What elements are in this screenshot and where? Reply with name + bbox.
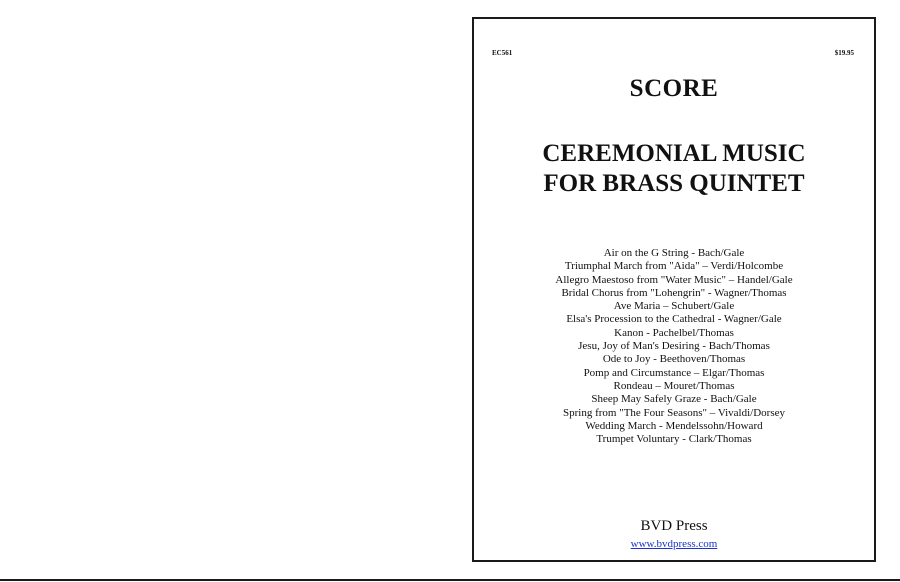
cover-title bbox=[474, 139, 874, 199]
contents-item: Wedding March - Mendelssohn/Howard bbox=[585, 419, 763, 432]
contents-item: Elsa's Procession to the Cathedral - Wagner/Gale bbox=[566, 313, 782, 326]
contents-item: Pomp and Circumstance – Elgar/Thomas bbox=[583, 366, 765, 379]
contents-item: Ode to Joy - Beethoven/Thomas bbox=[602, 353, 746, 366]
score-cover bbox=[472, 17, 876, 562]
contents-item: Bridal Chorus from "Lohengrin" - Wagner/Thomas bbox=[561, 286, 787, 299]
price: $19.95 bbox=[834, 49, 854, 57]
contents-item: Air on the G String - Bach/Gale bbox=[603, 247, 745, 259]
contents-item: Rondeau – Mouret/Thomas bbox=[613, 379, 735, 392]
website-row bbox=[474, 538, 874, 550]
contents-item: Kanon - Pachelbel/Thomas bbox=[614, 326, 734, 339]
contents-item: Allegro Maestoso from "Water Music" – Handel/Gale bbox=[555, 273, 793, 286]
title-line-2: FOR BRASS QUINTET bbox=[543, 170, 805, 197]
publisher-name: BVD Press bbox=[640, 518, 708, 534]
contents-item: Jesu, Joy of Man's Desiring - Bach/Thomas bbox=[578, 340, 770, 353]
title-line-1: CEREMONIAL MUSIC bbox=[542, 140, 806, 167]
score-label: SCORE bbox=[629, 75, 719, 102]
contents-item: Trumpet Voluntary - Clark/Thomas bbox=[596, 433, 752, 446]
contents-item: Sheep May Safely Graze - Bach/Gale bbox=[591, 393, 757, 406]
catalog-code: EC561 bbox=[492, 49, 513, 57]
contents-item: Triumphal March from "Aida" – Verdi/Holcombe bbox=[564, 260, 784, 273]
contents-list bbox=[474, 247, 874, 446]
website-link[interactable]: www.bvdpress.com bbox=[630, 538, 718, 550]
bottom-border-line bbox=[0, 579, 900, 581]
contents-item: Spring from "The Four Seasons" – Vivaldi/Dorsey bbox=[563, 406, 785, 419]
contents-item: Ave Maria – Schubert/Gale bbox=[613, 300, 735, 313]
